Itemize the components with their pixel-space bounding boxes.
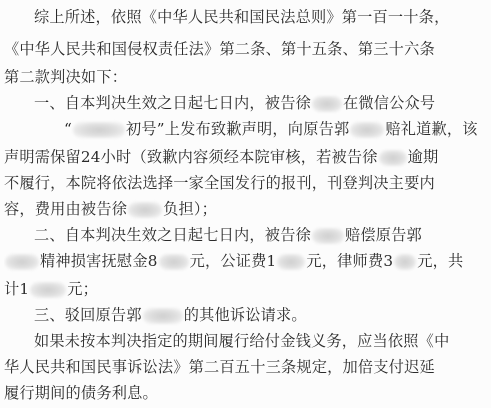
redacted-amount-blur	[277, 254, 305, 270]
judgment-intro-line-1: 综上所述，依照《中华人民共和国民法总则》第一百一十条，	[34, 8, 450, 26]
redacted-amount-blur	[394, 254, 416, 270]
redacted-amount-blur	[30, 282, 66, 298]
item-one-line-1: 一、自本判决生效之日起七日内，被告徐 在微信公众号	[34, 94, 436, 112]
item-three-line-1: 三、驳回原告郭 的其他诉讼请求。	[34, 306, 307, 324]
redacted-name-blur	[312, 228, 344, 244]
item-two-line-2: 精神损害抚慰金8 元，公证费1 元，律师费3 元，共	[4, 248, 491, 274]
closing-line-2: 华人民共和国民事诉讼法》第二百五十三条规定，加倍支付迟延	[4, 358, 435, 376]
item-one-line-4: 不履行，本院将依法选择一家全国发行的报刊，刊登判决主要内	[4, 174, 435, 192]
redacted-name-blur	[379, 150, 407, 166]
item-two-line-1: 二、自本判决生效之日起七日内，被告徐 赔偿原告郭	[34, 226, 422, 244]
redacted-name-blur	[128, 202, 162, 218]
redacted-name-blur	[5, 254, 39, 270]
redacted-name-blur	[312, 96, 342, 112]
item-two-line-3: 计1 元；	[4, 280, 99, 298]
item-one-line-3: 声明需保留24小时（致歉内容须经本院审核，若被告徐 逾期	[4, 148, 439, 166]
redacted-name-blur	[143, 308, 183, 324]
closing-line-1: 如果未按本判决指定的期间履行给付金钱义务，应当依照《中	[34, 332, 450, 350]
redacted-account-blur	[73, 122, 125, 138]
redacted-amount-blur	[159, 254, 189, 270]
redacted-name-blur	[350, 122, 384, 138]
item-one-line-2: “ 初号”上发布致歉声明，向原告郭 赔礼道歉，该	[64, 120, 478, 138]
judgment-intro-line-2: 《中华人民共和国侵权责任法》第二条、第十五条、第三十六条	[4, 40, 435, 58]
closing-line-3: 履行期间的债务利息。	[4, 384, 158, 402]
item-one-line-5: 容，费用由被告徐 负担）；	[4, 200, 218, 218]
judgment-intro-line-3: 第二款判决如下：	[4, 68, 128, 86]
